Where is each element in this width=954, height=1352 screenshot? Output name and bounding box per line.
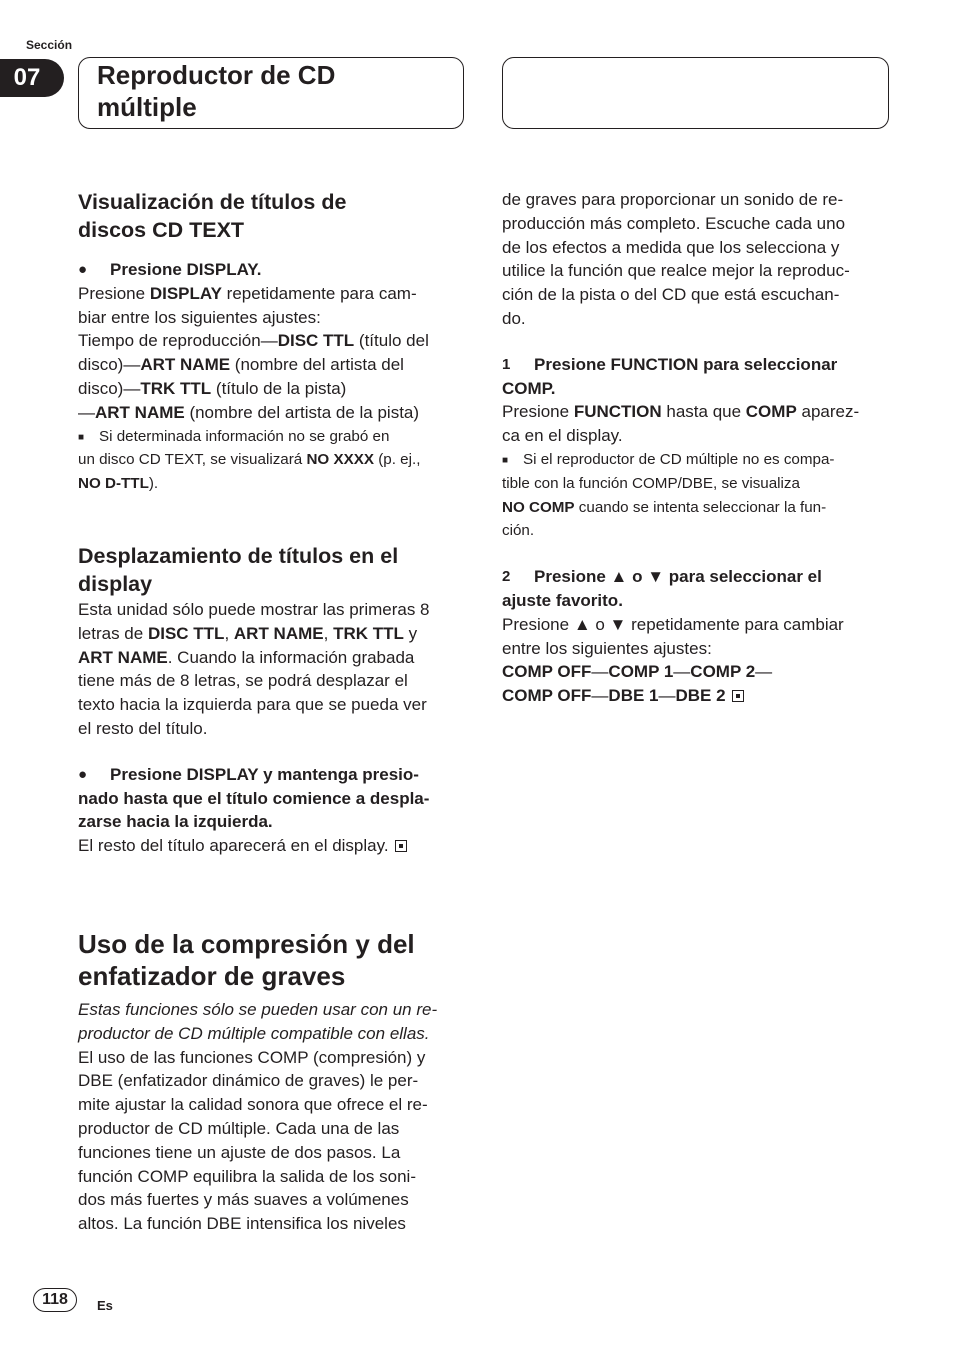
paragraph: do.: [502, 308, 526, 328]
italic-note: Estas funciones sólo se pueden usar con un re-: [78, 999, 438, 1019]
paragraph: el resto del título.: [78, 718, 208, 738]
paragraph: Tiempo de reproducción—DISC TTL (título del: [78, 331, 429, 351]
chapter-title: [97, 59, 335, 123]
paragraph: entre los siguientes ajustes:: [502, 638, 712, 658]
end-of-section-icon: [395, 840, 407, 852]
step-text: zarse hacia la izquierda.: [78, 812, 273, 832]
step-text: Presione ▲ o ▼ para seleccionar el: [534, 567, 822, 587]
heading-line: display: [78, 571, 153, 596]
paragraph: de graves para proporcionar un sonido de re-: [502, 190, 844, 209]
paragraph: producción más completo. Escuche cada uno: [502, 213, 846, 233]
step-text: ajuste favorito.: [502, 590, 623, 610]
right-column: [502, 188, 892, 708]
step-text: COMP.: [502, 378, 556, 398]
paragraph: DBE (enfatizador dinámico de graves) le per-: [78, 1071, 419, 1091]
bullet-icon: ●: [78, 261, 88, 278]
step-press-display: [78, 258, 468, 282]
paragraph: El uso de las funciones COMP (compresión) y: [78, 1047, 426, 1067]
paragraph: funciones tiene un ajuste de dos pasos. La: [78, 1142, 401, 1162]
step-hold-display: [78, 763, 468, 787]
note: ■ Si el reproductor de CD múltiple no es compa-: [502, 450, 835, 468]
paragraph: Presione FUNCTION hasta que COMP aparez-: [502, 402, 860, 422]
heading-scroll-titles: [78, 542, 468, 598]
paragraph: Presione ▲ o ▼ repetidamente para cambiar: [502, 614, 844, 634]
step-text: nado hasta que el título comience a despla-: [78, 788, 430, 808]
heading-cd-text: [78, 188, 468, 244]
note: NO D-TTL).: [78, 475, 159, 493]
step-1: [502, 353, 892, 377]
settings-sequence: COMP OFF—COMP 1—COMP 2—: [502, 662, 773, 682]
page-number: 118: [33, 1288, 77, 1312]
heading-line: discos CD TEXT: [78, 218, 245, 242]
paragraph: El resto del título aparecerá en el display.: [78, 834, 468, 858]
language-code: Es: [97, 1298, 113, 1313]
note: NO COMP cuando se intenta seleccionar la fun-: [502, 498, 827, 516]
section-label: Sección: [26, 38, 73, 52]
paragraph: ca en el display.: [502, 426, 623, 446]
empty-header-frame: [502, 57, 889, 129]
heading-comp-dbe: [78, 928, 468, 992]
paragraph: mite ajustar la calidad sonora que ofrece el re-: [78, 1095, 428, 1115]
note-square-icon: ■: [78, 431, 85, 443]
paragraph: Esta unidad sólo puede mostrar las primeras 8: [78, 599, 430, 619]
note: ción.: [502, 522, 535, 540]
section-number-badge: 07: [0, 59, 64, 97]
paragraph: disco)—TRK TTL (título de la pista): [78, 378, 347, 398]
note: tible con la función COMP/DBE, se visualiza: [502, 474, 800, 492]
step-text: Presione DISPLAY y mantenga presio-: [110, 764, 419, 784]
step-number: 1: [502, 355, 511, 373]
paragraph: biar entre los siguientes ajustes:: [78, 307, 321, 327]
paragraph: disco)—ART NAME (nombre del artista del: [78, 355, 404, 375]
paragraph: tiene más de 8 letras, se podrá desplazar el: [78, 671, 408, 691]
paragraph: ción de la pista o del CD que está escuchan-: [502, 285, 840, 305]
step-number: 2: [502, 568, 511, 586]
paragraph: ART NAME. Cuando la información grabada: [78, 647, 415, 667]
heading-line: enfatizador de graves: [78, 960, 346, 991]
heading-line: Visualización de títulos de: [78, 190, 347, 214]
heading-line: Desplazamiento de títulos en el: [78, 543, 399, 568]
end-of-section-icon: [732, 690, 744, 702]
left-column: [78, 188, 468, 1236]
heading-line: Uso de la compresión y del: [78, 928, 415, 959]
chapter-title-line2: múltiple: [97, 92, 197, 122]
paragraph: —ART NAME (nombre del artista de la pista): [78, 402, 420, 422]
chapter-title-line1: Reproductor de CD: [97, 60, 336, 90]
paragraph: letras de DISC TTL, ART NAME, TRK TTL y: [78, 623, 418, 643]
paragraph: productor de CD múltiple. Cada una de las: [78, 1118, 400, 1138]
note: un disco CD TEXT, se visualizará NO XXXX (p. ej.,: [78, 451, 421, 469]
italic-note: productor de CD múltiple compatible con ellas.: [78, 1023, 430, 1043]
bullet-icon: ●: [78, 765, 88, 783]
paragraph: función COMP equilibra la salida de los soni-: [78, 1166, 416, 1186]
step-2: [502, 565, 892, 589]
paragraph: dos más fuertes y más suaves a volúmenes: [78, 1190, 409, 1210]
paragraph: utilice la función que realce mejor la reproduc-: [502, 261, 850, 281]
paragraph: de los efectos a medida que los selecciona y: [502, 237, 840, 257]
paragraph: altos. La función DBE intensifica los niveles: [78, 1214, 406, 1234]
paragraph: Presione DISPLAY repetidamente para cam-: [78, 283, 417, 303]
note-square-icon: ■: [502, 454, 509, 466]
note: ■ Si determinada información no se grabó en: [78, 427, 390, 445]
paragraph: texto hacia la izquierda para que se pueda ver: [78, 695, 427, 715]
settings-sequence: COMP OFF—DBE 1—DBE 2: [502, 684, 892, 708]
step-text: Presione FUNCTION para seleccionar: [534, 354, 838, 374]
step-text: Presione DISPLAY.: [110, 260, 262, 279]
